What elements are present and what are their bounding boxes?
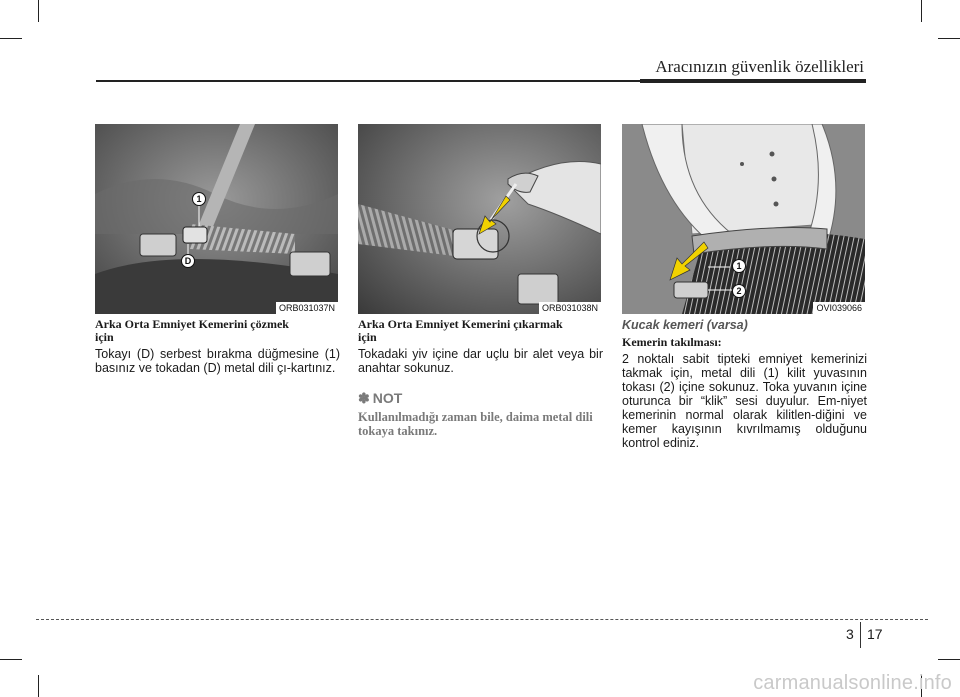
header-accent-bar	[640, 79, 866, 83]
figure-code: ORB031037N	[276, 302, 338, 314]
note-title: NOT	[372, 390, 403, 406]
figure-lap-belt	[622, 124, 865, 314]
crop-mark	[38, 675, 39, 697]
heading-line: için	[95, 330, 114, 344]
note-star-icon: ✽	[358, 390, 370, 406]
heading-line: için	[358, 330, 377, 344]
figure-code: OVI039066	[813, 302, 865, 314]
callout-d: D	[181, 254, 195, 268]
callout-2: 2	[732, 284, 746, 298]
figure-code: ORB031038N	[539, 302, 601, 314]
note-body: Kullanılmadığı zaman bile, daima metal dili tokaya takınız.	[358, 410, 593, 438]
callout-1: 1	[192, 192, 206, 206]
crop-mark	[938, 38, 960, 39]
note-heading	[358, 390, 603, 407]
callout-1: 1	[732, 259, 746, 273]
heading-line: Arka Orta Emniyet Kemerini çözmek	[95, 317, 289, 331]
heading	[358, 318, 603, 344]
column-removal	[358, 318, 603, 438]
section-header-title: Aracınızın güvenlik özellikleri	[655, 57, 864, 76]
seatbelt-buckle-illustration	[95, 124, 338, 314]
watermark: carmanualsonline.info	[753, 672, 952, 694]
section-title: Kucak kemeri (varsa)	[622, 318, 748, 332]
crop-mark	[938, 659, 960, 660]
column-release	[95, 318, 340, 375]
chapter-number: 3	[846, 626, 854, 642]
heading	[95, 318, 340, 344]
crop-mark	[0, 38, 22, 39]
crop-mark	[38, 0, 39, 22]
hand-tool-illustration	[358, 124, 601, 314]
subheading: Kemerin takılması:	[622, 335, 722, 349]
figure-rear-seatbelt-release	[95, 124, 338, 314]
column-lap-belt	[622, 318, 867, 450]
footer-divider	[36, 619, 928, 620]
body-paragraph: 2 noktalı sabit tipteki emniyet kemerinizi takmak için, metal dili (1) kilit yuvasının tokası (2) içine sokunuz. Toka yuvanın içine oturunca bir “klik” sesi duyulur. Em-niyet kemerinin normal olarak kilitlen-diğini ve kemer kayışının kıvrılmamış olduğunu kontrol ediniz.	[622, 352, 867, 450]
figure-rear-seatbelt-removal	[358, 124, 601, 314]
crop-mark	[921, 0, 922, 22]
page-separator	[860, 622, 861, 648]
heading-line: Arka Orta Emniyet Kemerini çıkarmak	[358, 317, 563, 331]
body-paragraph: Tokayı (D) serbest bırakma düğmesine (1) basınız ve tokadan (D) metal dili çı-kartınız.	[95, 347, 340, 375]
page-number: 17	[867, 626, 883, 642]
body-paragraph: Tokadaki yiv içine dar uçlu bir alet veya bir anahtar sokunuz.	[358, 347, 603, 375]
crop-mark	[0, 659, 22, 660]
